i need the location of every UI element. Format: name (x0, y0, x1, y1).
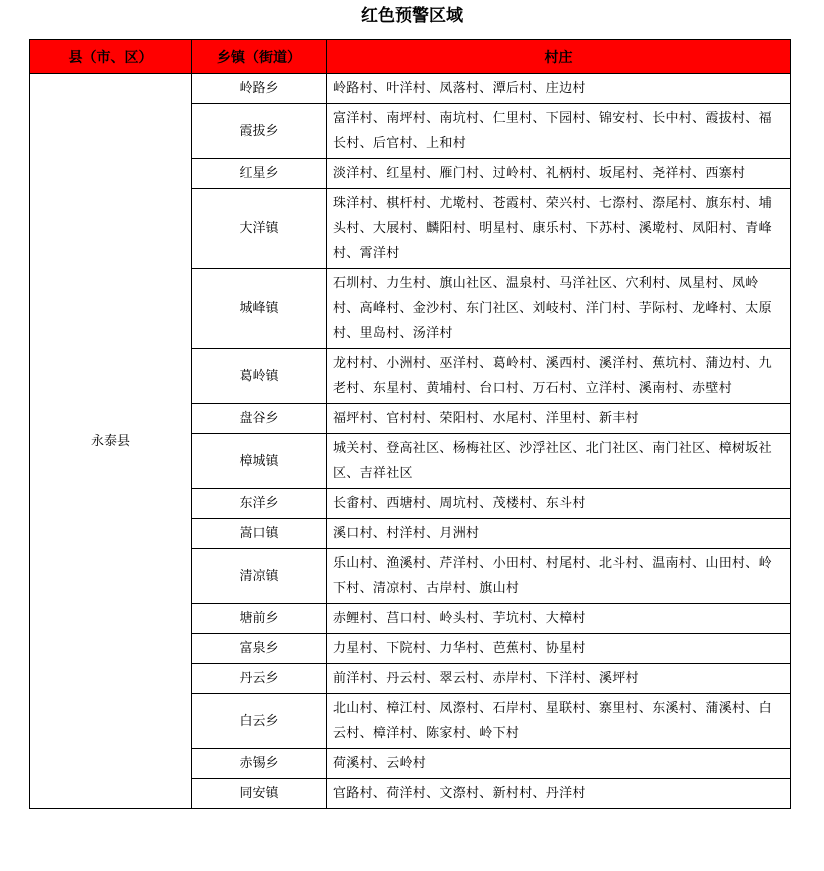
town-cell: 白云乡 (192, 694, 327, 749)
villages-cell: 珠洋村、棋杆村、尤墘村、苍霞村、荣兴村、七漈村、漈尾村、旗东村、埔头村、大展村、麟阳村、明星村、康乐村、下苏村、溪墘村、凤阳村、青峰村、霄洋村 (327, 189, 791, 269)
villages-cell: 福坪村、官村村、荣阳村、水尾村、洋里村、新丰村 (327, 404, 791, 434)
town-cell: 富泉乡 (192, 634, 327, 664)
villages-cell: 城关村、登高社区、杨梅社区、沙浮社区、北门社区、南门社区、樟树坂社区、吉祥社区 (327, 434, 791, 489)
villages-cell: 乐山村、渔溪村、芹洋村、小田村、村尾村、北斗村、温南村、山田村、岭下村、清凉村、古岸村、旗山村 (327, 549, 791, 604)
town-cell: 红星乡 (192, 159, 327, 189)
villages-cell: 淡洋村、红星村、雁门村、过岭村、礼柄村、坂尾村、尧祥村、西寨村 (327, 159, 791, 189)
villages-cell: 荷溪村、云岭村 (327, 749, 791, 779)
table-row (30, 74, 791, 104)
villages-cell: 赤鲤村、莒口村、岭头村、芋坑村、大樟村 (327, 604, 791, 634)
town-cell: 清凉镇 (192, 549, 327, 604)
town-cell: 同安镇 (192, 779, 327, 809)
villages-cell: 北山村、樟江村、凤漈村、石岸村、星联村、寨里村、东溪村、蒲溪村、白云村、樟洋村、陈家村、岭下村 (327, 694, 791, 749)
town-cell: 岭路乡 (192, 74, 327, 104)
town-cell: 东洋乡 (192, 489, 327, 519)
villages-cell: 富洋村、南坪村、南坑村、仁里村、下园村、锦安村、长中村、霞拔村、福长村、后官村、上和村 (327, 104, 791, 159)
villages-cell: 长畬村、西塘村、周坑村、茂楼村、东斗村 (327, 489, 791, 519)
town-cell: 丹云乡 (192, 664, 327, 694)
town-cell: 葛岭镇 (192, 349, 327, 404)
county-cell: 永泰县 (30, 74, 192, 809)
town-cell: 塘前乡 (192, 604, 327, 634)
town-cell: 嵩口镇 (192, 519, 327, 549)
villages-cell: 溪口村、村洋村、月洲村 (327, 519, 791, 549)
town-cell: 樟城镇 (192, 434, 327, 489)
page-title: 红色预警区域 (361, 6, 463, 26)
town-cell: 盘谷乡 (192, 404, 327, 434)
villages-cell: 岭路村、叶洋村、凤落村、潭后村、庄边村 (327, 74, 791, 104)
header-villages: 村庄 (327, 40, 791, 74)
header-county: 县（市、区） (30, 40, 192, 74)
villages-cell: 力星村、下院村、力华村、芭蕉村、协星村 (327, 634, 791, 664)
town-cell: 霞拔乡 (192, 104, 327, 159)
villages-cell: 前洋村、丹云村、翠云村、赤岸村、下洋村、溪坪村 (327, 664, 791, 694)
villages-cell: 官路村、荷洋村、文漈村、新村村、丹洋村 (327, 779, 791, 809)
town-cell: 大洋镇 (192, 189, 327, 269)
warning-table (29, 39, 791, 809)
header-town: 乡镇（街道） (192, 40, 327, 74)
villages-cell: 龙村村、小洲村、巫洋村、葛岭村、溪西村、溪洋村、蕉坑村、蒲边村、九老村、东星村、黄埔村、台口村、万石村、立洋村、溪南村、赤壁村 (327, 349, 791, 404)
table-header-row (30, 40, 791, 74)
villages-cell: 石圳村、力生村、旗山社区、温泉村、马洋社区、穴利村、凤星村、凤岭村、高峰村、金沙村、东门社区、刘岐村、洋门村、芋际村、龙峰村、太原村、里岛村、汤洋村 (327, 269, 791, 349)
town-cell: 赤锡乡 (192, 749, 327, 779)
town-cell: 城峰镇 (192, 269, 327, 349)
